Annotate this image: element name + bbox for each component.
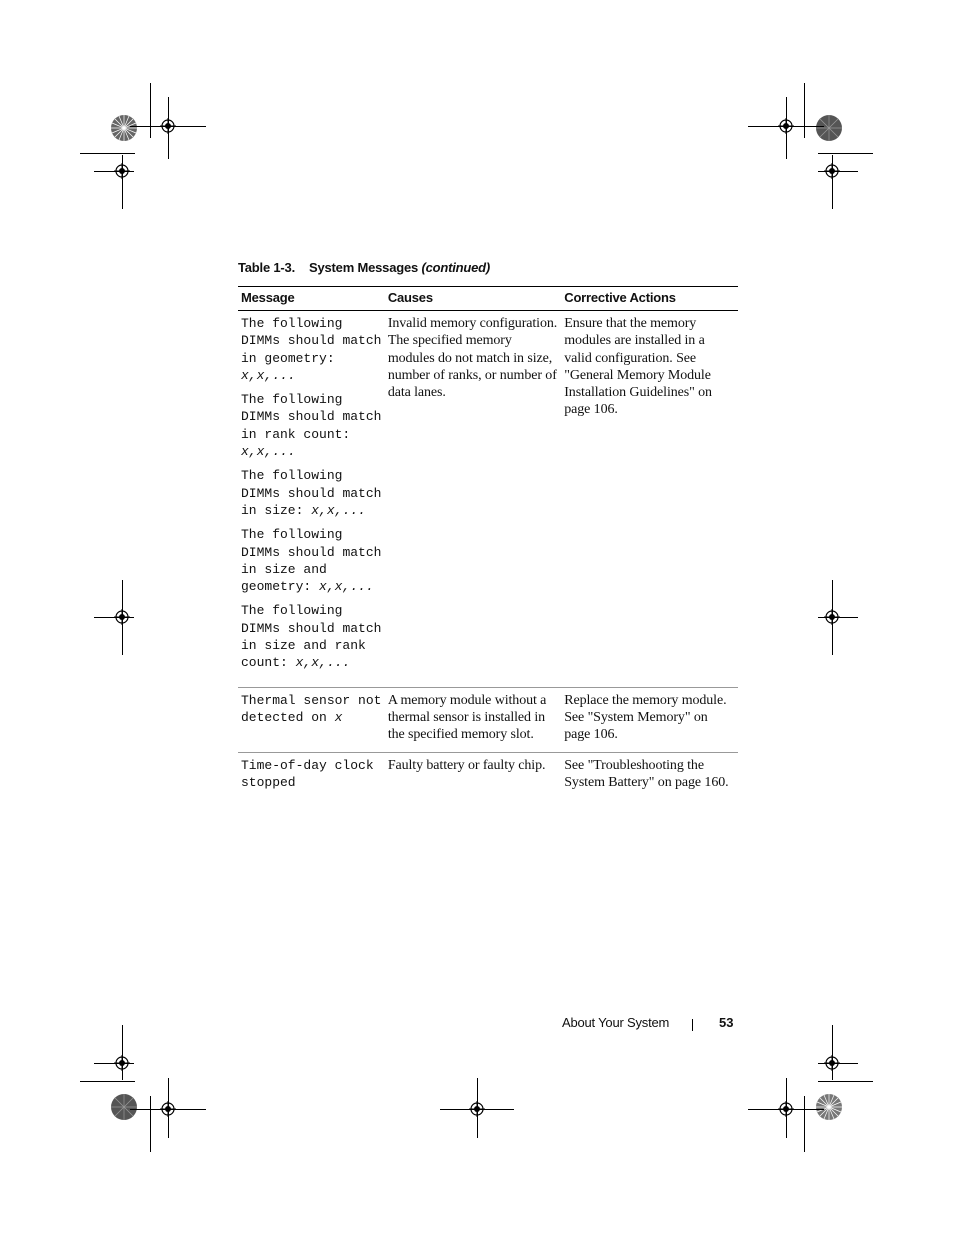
cause-cell: Faulty battery or faulty chip.: [387, 757, 546, 773]
message-cell: [238, 687, 385, 752]
message-text: The following DIMMs should match in geometry: x,x,...: [241, 316, 382, 383]
message-text: The following DIMMs should match in size and rank count: x,x,...: [241, 603, 382, 671]
system-messages-table: [238, 286, 738, 806]
registration-mark-icon: [824, 163, 840, 179]
page-footer: [0, 1015, 954, 1035]
message-cell: [238, 752, 385, 806]
registration-mark-icon: [114, 609, 130, 625]
table-caption: [238, 260, 490, 275]
footer-section-title: About Your System: [562, 1015, 670, 1030]
cause-cell: Invalid memory configuration. The specified memory modules do not match in size, number of ranks, or number of data lanes.: [385, 311, 561, 688]
table-number: Table 1-3.: [238, 260, 296, 275]
registration-mark-icon: [778, 118, 794, 134]
message-text: The following DIMMs should match in rank count: x,x,...: [241, 392, 382, 460]
registration-mark-icon: [114, 163, 130, 179]
starburst-mark-icon: [110, 1093, 138, 1121]
registration-mark-icon: [160, 118, 176, 134]
message-text: Time-of-day clock stopped: [241, 757, 374, 790]
message-text: The following DIMMs should match in size: x,x,...: [241, 468, 382, 518]
header-corrective-actions: Corrective Actions: [561, 287, 738, 311]
corrective-action-cell: Ensure that the memory modules are installed in a valid configuration. See "General Memory Module Installation Guidelines" on page 106.: [561, 311, 738, 688]
message-text: The following DIMMs should match in size and geometry: x,x,...: [241, 527, 382, 595]
message-text: Thermal sensor not detected on x: [241, 692, 382, 725]
footer-separator: [692, 1019, 693, 1031]
corrective-action-cell: Replace the memory module. See "System Memory" on page 106.: [561, 687, 738, 752]
table-body: [238, 311, 738, 807]
table-title: System Messages: [309, 260, 419, 275]
table-header-row: [238, 287, 738, 311]
message-cell: [238, 311, 385, 688]
registration-mark-icon: [469, 1101, 485, 1117]
starburst-mark-icon: [110, 114, 138, 142]
table-continued: (continued): [421, 260, 491, 275]
cause-cell: A memory module without a thermal sensor is installed in the specified memory slot.: [385, 687, 561, 752]
starburst-mark-icon: [815, 114, 843, 142]
table-row: [238, 687, 738, 752]
registration-mark-icon: [114, 1055, 130, 1071]
starburst-mark-icon: [815, 1093, 843, 1121]
registration-mark-icon: [824, 1055, 840, 1071]
header-causes: Causes: [385, 287, 561, 311]
table-row: [238, 752, 738, 806]
corrective-action-cell: See "Troubleshooting the System Battery" on page 160.: [564, 757, 729, 790]
table-row: [238, 311, 738, 688]
page-number: 53: [719, 1015, 734, 1030]
registration-mark-icon: [160, 1101, 176, 1117]
header-message: Message: [238, 287, 385, 311]
registration-mark-icon: [778, 1101, 794, 1117]
registration-mark-icon: [824, 609, 840, 625]
